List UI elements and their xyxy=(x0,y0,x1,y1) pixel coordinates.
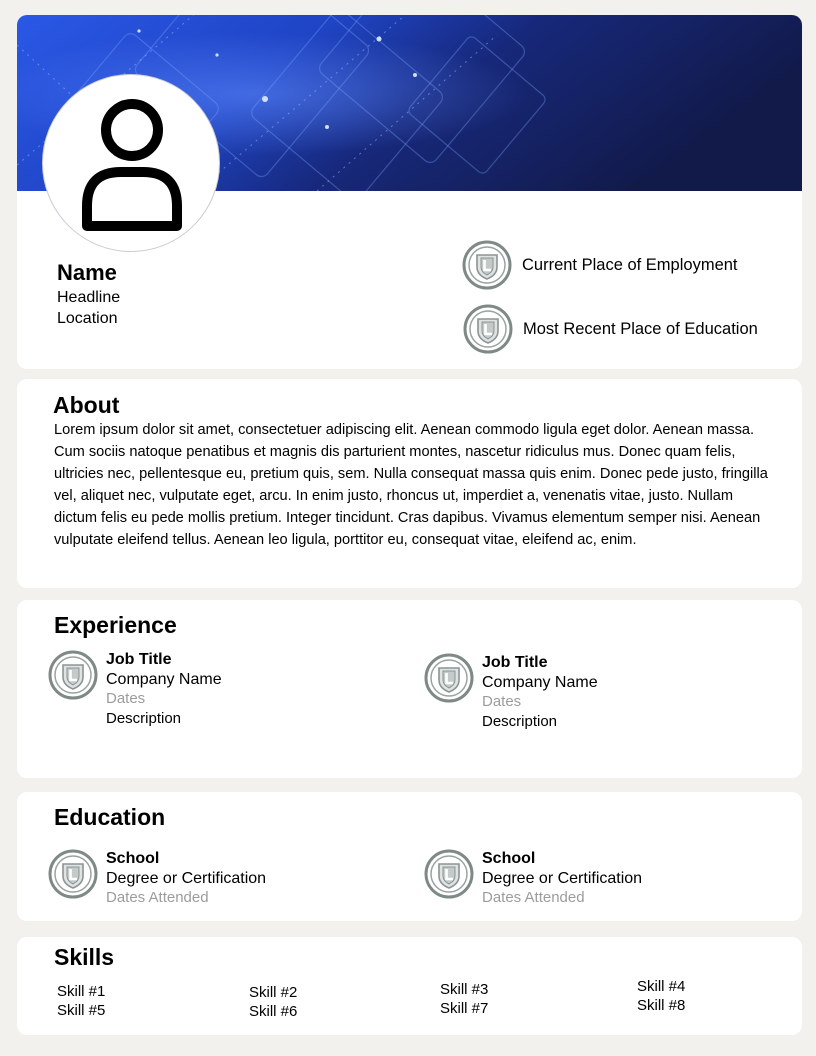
experience-title: Experience xyxy=(54,612,177,638)
skills-column xyxy=(440,980,488,1018)
current-employment-label: Current Place of Employment xyxy=(522,255,738,274)
about-section xyxy=(17,379,802,588)
skill-item: Skill #4 xyxy=(637,978,686,995)
recent-education-label: Most Recent Place of Education xyxy=(523,319,758,338)
current-employment-link[interactable] xyxy=(462,240,738,290)
skill-item: Skill #2 xyxy=(249,984,298,1001)
profile-header-card xyxy=(17,15,802,369)
company-name: Company Name xyxy=(106,670,222,688)
job-description: Description xyxy=(106,709,182,727)
skills-column xyxy=(57,982,105,1020)
education-section xyxy=(17,792,802,921)
education-title: Education xyxy=(54,804,166,830)
skill-item: Skill #3 xyxy=(440,981,489,998)
education-item[interactable] xyxy=(48,849,266,908)
shield-logo-icon xyxy=(463,304,513,354)
skill-item: Skill #7 xyxy=(440,1000,489,1017)
degree: Degree or Certification xyxy=(106,869,267,887)
skill-item: Skill #8 xyxy=(637,997,686,1014)
job-description: Description xyxy=(482,712,558,730)
dates-attended: Dates Attended xyxy=(482,889,585,906)
skills-column xyxy=(249,983,297,1021)
school-name: School xyxy=(106,850,160,867)
shield-logo-icon xyxy=(424,849,474,899)
experience-item[interactable] xyxy=(48,650,222,728)
profile-location: Location xyxy=(57,310,118,327)
shield-logo-icon xyxy=(48,849,98,899)
job-dates: Dates xyxy=(482,693,522,710)
skills-column xyxy=(637,977,685,1015)
skills-title: Skills xyxy=(54,944,115,970)
skills-section xyxy=(17,937,802,1035)
degree: Degree or Certification xyxy=(482,869,643,887)
dates-attended: Dates Attended xyxy=(106,889,209,906)
shield-logo-icon xyxy=(462,240,512,290)
experience-item[interactable] xyxy=(424,653,598,731)
about-text: Lorem ipsum dolor sit amet, consectetuer adipiscing elit. Aenean commodo ligula eget dolor. Aenean massa. Cum sociis natoque penatibus et magnis dis parturient montes, nascetur ridiculus mus. Donec quam felis, ultricies nec, pellentesque eu, pretium quis, sem. Nulla consequat massa quis enim. Donec pede justo, fringilla vel, aliquet nec, vulputate eget, arcu. In enim justo, rhoncus ut, imperdiet a, venenatis vitae, justo. Nullam dictum felis eu pede mollis pretium. Integer tincidunt. Cras dapibus. Vivamus elementum semper nisi. Aenean vulputate eleifend tellus. Aenean leo ligula, porttitor eu, consequat vitae, eleifend ac, enim. xyxy=(54,422,768,548)
shield-logo-icon xyxy=(424,653,474,703)
skill-item: Skill #5 xyxy=(57,1002,106,1019)
skill-item: Skill #1 xyxy=(57,983,106,1000)
job-dates: Dates xyxy=(106,690,146,707)
recent-education-link[interactable] xyxy=(463,304,758,354)
experience-section xyxy=(17,600,802,778)
profile-name: Name xyxy=(57,260,117,285)
education-item[interactable] xyxy=(424,849,642,908)
company-name: Company Name xyxy=(482,673,598,691)
job-title: Job Title xyxy=(482,654,548,671)
school-name: School xyxy=(482,850,536,867)
skill-item: Skill #6 xyxy=(249,1003,298,1020)
user-silhouette-icon xyxy=(81,96,183,232)
shield-logo-icon xyxy=(48,650,98,700)
about-title: About xyxy=(53,392,120,418)
avatar[interactable] xyxy=(42,74,220,252)
profile-headline: Headline xyxy=(57,289,121,306)
job-title: Job Title xyxy=(106,651,172,668)
